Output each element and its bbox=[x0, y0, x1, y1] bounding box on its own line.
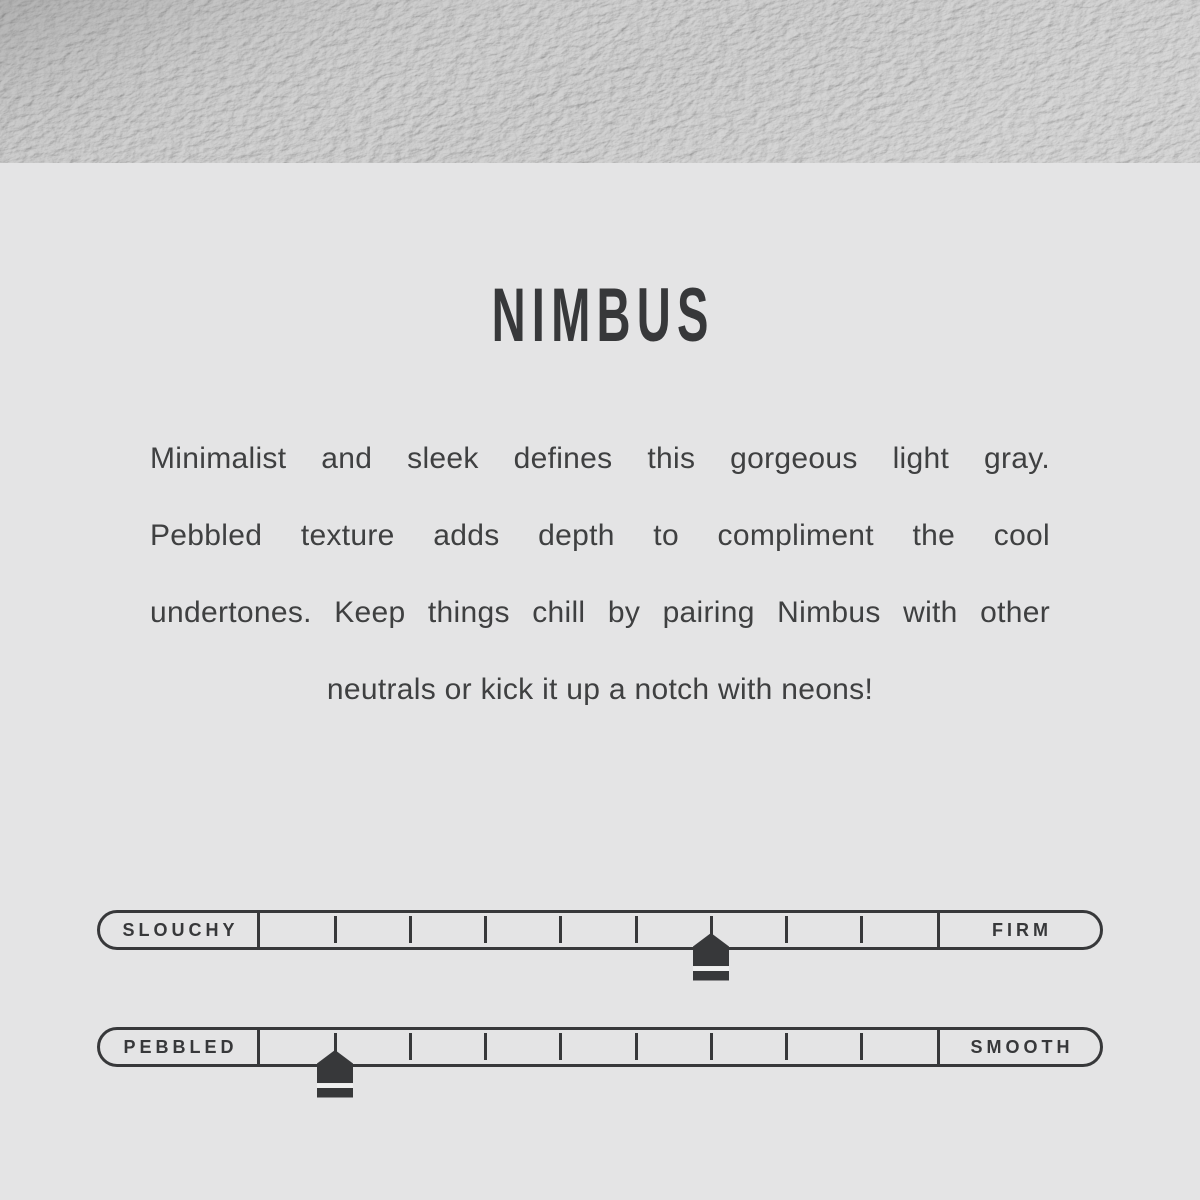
texture-scale-left-section bbox=[100, 1030, 260, 1064]
drape-scale bbox=[97, 910, 1103, 950]
texture-scale bbox=[97, 1027, 1103, 1067]
leather-swatch-texture-icon bbox=[0, 0, 1200, 163]
tick-mark bbox=[635, 916, 638, 943]
drape-scale-right-section bbox=[937, 913, 1100, 947]
description-line: undertones. Keep things chill by pairing Nimbus with other bbox=[150, 596, 1050, 629]
tick-mark bbox=[484, 916, 487, 943]
tick-mark bbox=[559, 1033, 562, 1060]
texture-scale-right-label: SMOOTH bbox=[970, 1036, 1074, 1057]
description bbox=[150, 420, 1050, 728]
tick-mark bbox=[635, 1033, 638, 1060]
tick-mark bbox=[710, 1033, 713, 1060]
description-line: Minimalist and sleek defines this gorgeous light gray. bbox=[150, 442, 1050, 475]
tick-mark bbox=[860, 1033, 863, 1060]
description-line: Pebbled texture adds depth to compliment the cool bbox=[150, 519, 1050, 552]
tick-mark bbox=[559, 916, 562, 943]
texture-scale-left-label: PEBBLED bbox=[123, 1036, 238, 1057]
leather-texture-image bbox=[0, 0, 1200, 163]
pointer-marker-icon bbox=[692, 933, 730, 981]
texture-scale-track bbox=[260, 1030, 937, 1064]
tick-mark bbox=[785, 1033, 788, 1060]
description-line: neutrals or kick it up a notch with neons! bbox=[326, 673, 874, 706]
tick-mark bbox=[860, 916, 863, 943]
pointer-marker-icon bbox=[316, 1050, 354, 1098]
drape-scale-track bbox=[260, 913, 937, 947]
drape-scale-left-label: SLOUCHY bbox=[122, 919, 239, 940]
tick-mark bbox=[409, 916, 412, 943]
tick-mark bbox=[409, 1033, 412, 1060]
tick-mark bbox=[785, 916, 788, 943]
tick-mark bbox=[334, 916, 337, 943]
drape-scale-left-section bbox=[100, 913, 260, 947]
tick-mark bbox=[484, 1033, 487, 1060]
color-name-title: NIMBUS bbox=[491, 273, 715, 358]
drape-scale-right-label: FIRM bbox=[992, 919, 1052, 940]
texture-scale-right-section bbox=[937, 1030, 1100, 1064]
